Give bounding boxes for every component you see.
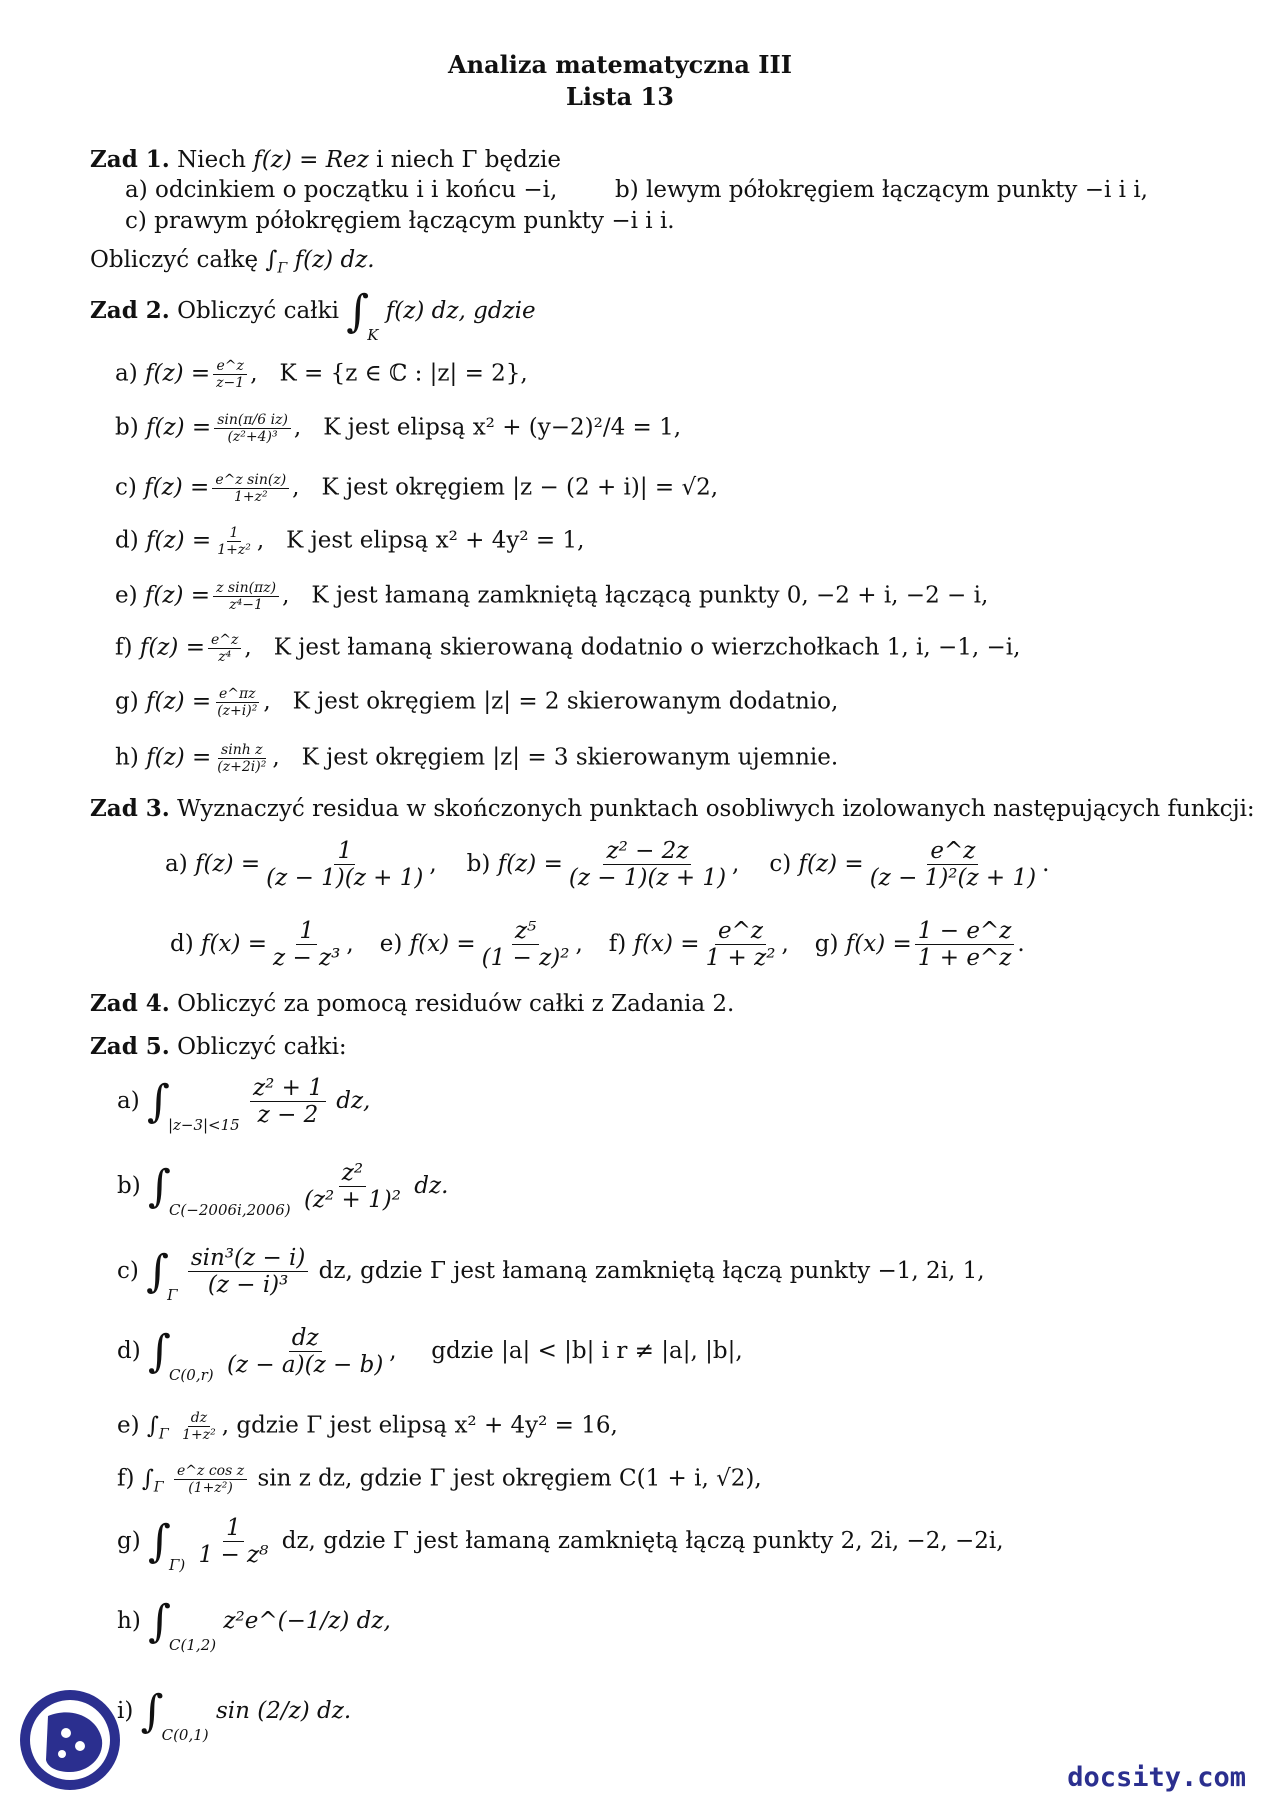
zad5-item-f — [117, 1463, 762, 1496]
residue-item — [379, 918, 583, 972]
zad3-row-2 — [170, 918, 1051, 972]
item-label: c) — [117, 1257, 139, 1284]
numerator: z² − 2z — [606, 838, 689, 864]
item-label: e) — [115, 582, 138, 609]
denominator: 1 − z⁸ — [198, 1542, 269, 1569]
item-label: g) — [814, 930, 839, 957]
numerator: z⁵ — [514, 918, 537, 944]
integral-sign: $\int_\Gamma$ — [141, 1465, 164, 1496]
integral-subscript: C(0,r) — [168, 1365, 214, 1384]
numerator: sin³(z − i) — [190, 1245, 306, 1271]
integral-sign: ∫ — [148, 1160, 171, 1212]
zad5-item-h — [117, 1596, 391, 1654]
item-function: f(z) = — [146, 688, 212, 715]
zad3-label: Zad 3. — [90, 795, 170, 822]
residue-item — [466, 838, 740, 892]
zad1-intro-text: Niech — [177, 147, 246, 173]
integral-sign: ∫ — [147, 1075, 170, 1127]
numerator: e^z — [210, 632, 239, 648]
zad5-label: Zad 5. — [90, 1033, 170, 1060]
item-body: z²e^(−1/z) dz, — [223, 1608, 391, 1634]
item-lhs: f(x) = — [633, 930, 700, 957]
item-label: b) — [115, 414, 139, 441]
zad5-item-c — [117, 1245, 985, 1304]
item-lhs: f(x) = — [201, 930, 268, 957]
denominator: z⁴−1 — [229, 597, 263, 614]
item-function: f(z) = — [146, 527, 212, 554]
denominator: (z − 1)²(z + 1) — [869, 865, 1037, 892]
numerator: dz — [291, 1325, 319, 1351]
numerator: z² — [341, 1160, 364, 1186]
item-end: . — [1042, 850, 1050, 877]
item-desc: K jest łamaną zamkniętą łączącą punkty 0, −2 + i, −2 − i, — [311, 582, 989, 609]
item-rest: dz. — [414, 1172, 449, 1199]
zad1-task-text: Obliczyć całkę — [90, 247, 259, 273]
fraction — [224, 1325, 386, 1379]
integral-sign: ∫ — [140, 1686, 164, 1737]
denominator: 1 + e^z — [917, 945, 1012, 972]
denominator: (z+2i)² — [217, 759, 267, 776]
item-rest: sin z dz, gdzie Γ jest okręgiem C(1 + i, √2), — [257, 1465, 762, 1492]
zad5-intro-text: Obliczyć całki: — [177, 1034, 347, 1060]
item-rest: gdzie |a| < |b| i r ≠ |a|, |b|, — [431, 1337, 743, 1364]
zad5-item-e — [117, 1410, 618, 1443]
item-desc: K jest elipsą x² + 4y² = 1, — [286, 527, 585, 554]
denominator: (z − i)³ — [207, 1272, 289, 1299]
fraction — [270, 918, 343, 972]
item-desc: K jest okręgiem |z − (2 + i)| = √2, — [321, 474, 719, 501]
denominator: 1+z² — [182, 1427, 216, 1444]
numerator: e^πz — [218, 686, 256, 702]
numerator: e^z sin(z) — [215, 472, 287, 488]
item-end: , — [575, 930, 583, 957]
zad2-intro — [90, 286, 536, 344]
zad1-item-c: c) prawym półokręgiem łączącym punkty −i i i. — [125, 208, 675, 234]
denominator: (z²+4)³ — [227, 429, 278, 446]
denominator: z − 2 — [257, 1102, 319, 1129]
denominator: z − z³ — [273, 945, 341, 972]
item-label: g) — [115, 688, 139, 715]
zad2-item: b) f(z) = $\frac{\sin(\pi/6 iz)}{\text{(z²+4)³}}$ , K jest elipsą x² + (y−2)²/4 = 1, — [115, 412, 682, 446]
denominator: (z − a)(z − b) — [226, 1352, 384, 1379]
integral-subscript: C(−2006i,2006) — [168, 1200, 291, 1219]
fraction — [301, 1160, 404, 1214]
zad4-label: Zad 4. — [90, 990, 170, 1017]
fraction — [213, 358, 247, 391]
residue-item — [170, 918, 354, 972]
item-desc: K jest okręgiem |z| = 3 skierowanym ujemnie. — [301, 744, 839, 771]
fraction — [174, 1463, 247, 1496]
residue-item — [814, 918, 1025, 972]
denominator: (z − 1)(z + 1) — [266, 865, 424, 892]
fraction — [196, 1515, 272, 1569]
zad2-label: Zad 2. — [90, 297, 170, 324]
item-label: d) — [115, 527, 139, 554]
integral-sign: ∫ — [148, 1596, 172, 1647]
docsity-logo-icon — [18, 1688, 123, 1793]
integral-sign: ∫ — [146, 1245, 170, 1297]
denominator: (z − 1)(z + 1) — [568, 865, 727, 892]
zad2-intro-integrand: f(z) dz, gdzie — [385, 298, 536, 324]
integral-subscript: C(0,1) — [161, 1726, 209, 1744]
item-desc: K jest okręgiem |z| = 2 skierowanym dodatnio, — [292, 688, 839, 715]
numerator: e^z — [930, 838, 976, 864]
fraction — [214, 525, 254, 558]
residue-item — [769, 838, 1050, 892]
item-rest: , gdzie Γ jest elipsą x² + 4y² = 16, — [221, 1412, 618, 1439]
zad5-item-g — [117, 1515, 1004, 1574]
fraction — [214, 412, 291, 445]
fraction — [208, 632, 241, 665]
numerator: 1 — [229, 525, 239, 541]
integral-sign: $\int_\Gamma$ — [265, 247, 288, 277]
zad1-function: f(z) = Rez — [253, 147, 369, 173]
zad5-intro — [90, 1033, 347, 1062]
denominator: (1+z²) — [188, 1480, 233, 1497]
integral-sign: ∫ — [148, 1325, 171, 1377]
fraction — [214, 742, 269, 775]
item-function: f(z) = — [146, 744, 212, 771]
item-label: h) — [115, 744, 139, 771]
zad1-intro — [90, 146, 561, 175]
item-label: f) — [117, 1465, 135, 1492]
fraction — [179, 1410, 219, 1443]
document-title: Analiza matematyczna III — [448, 50, 792, 79]
zad5-item-b — [117, 1160, 448, 1219]
zad1-task — [90, 247, 375, 278]
fraction — [188, 1245, 309, 1299]
fraction — [263, 838, 426, 892]
zad3-intro-text: Wyznaczyć residua w skończonych punktach osobliwych izolowanych następujących funkcji: — [177, 796, 1255, 822]
item-label: a) — [117, 1087, 140, 1114]
item-desc: K jest elipsą x² + (y−2)²/4 = 1, — [323, 414, 682, 441]
zad2-item: d) f(z) = $\frac{1}{\text{1+z²}}$ , K jest elipsą x² + 4y² = 1, — [115, 525, 585, 559]
item-function: f(z) = — [146, 414, 212, 441]
denominator: (z+i)² — [217, 703, 258, 720]
item-label: a) — [165, 850, 188, 877]
item-end: , — [429, 850, 437, 877]
zad2-item: h) f(z) = $\frac{\text{sinh z}}{\text{(z+2i)²}}$ , K jest okręgiem |z| = 3 skierowanym ujemnie. — [115, 742, 839, 776]
item-rest: dz, gdzie Γ jest łamaną zamkniętą łączą punkty −1, 2i, 1, — [318, 1257, 985, 1284]
item-function: f(z) = — [139, 634, 205, 661]
fraction — [867, 838, 1039, 892]
numerator: 1 — [337, 838, 353, 864]
item-body: sin (2/z) dz. — [215, 1698, 352, 1724]
docsity-watermark: docsity.com — [1067, 1762, 1246, 1793]
item-label: c) — [769, 850, 792, 877]
item-end: , — [732, 850, 740, 877]
item-label: f) — [115, 634, 133, 661]
zad4-text: Obliczyć za pomocą residuów całki z Zadania 2. — [177, 991, 735, 1017]
fraction — [214, 686, 260, 719]
zad4 — [90, 990, 734, 1019]
integral-sign: ∫ — [346, 286, 370, 337]
item-label: b) — [466, 850, 491, 877]
item-label: h) — [117, 1608, 141, 1634]
item-end: , — [781, 930, 789, 957]
item-label: d) — [170, 930, 194, 957]
zad1-item-b: b) lewym półokręgiem łączącym punkty −i i i, — [615, 177, 1148, 203]
denominator: 1 + z² — [705, 945, 776, 972]
item-rest: dz, — [336, 1087, 371, 1114]
zad3-row-1 — [165, 838, 1079, 892]
zad2-int-sub: K — [367, 326, 379, 344]
item-label: e) — [117, 1412, 140, 1439]
item-desc: K jest łamaną skierowaną dodatnio o wierzchołkach 1, i, −1, −i, — [273, 634, 1021, 661]
residue-item — [165, 838, 437, 892]
item-label: g) — [117, 1527, 141, 1554]
zad2-item: c) f(z) = $\frac{\text{e\textasciicircum{}z sin(z)}}{\text{1+z²}}$ , K jest okręgiem |z − (2 + i)| = √2, — [115, 472, 719, 506]
zad1-intro-rest: i niech Γ będzie — [376, 147, 561, 173]
zad5-item-a — [117, 1075, 370, 1134]
item-desc: K = {z ∈ ℂ : |z| = 2}, — [279, 360, 528, 387]
zad2-item: f) f(z) = $\frac{e\^{}z}{\text{z⁴}}$ , K jest łamaną skierowaną dodatnio o wierzchołkach 1, i, −1, −i, — [115, 632, 1021, 666]
item-end: . — [1017, 930, 1025, 957]
integral-sign: ∫ — [148, 1515, 171, 1567]
zad2-item: e) f(z) = $\frac{\text{z sin(πz)}}{\text{z⁴−1}}$ , K jest łamaną zamkniętą łączącą punkty 0, −2 + i, −2 − i, — [115, 580, 989, 614]
denominator: z⁴ — [218, 649, 232, 666]
item-function: f(z) = — [144, 582, 211, 609]
item-label: d) — [117, 1337, 141, 1364]
item-lhs: f(x) = — [845, 930, 912, 957]
denominator: 1+z² — [233, 489, 268, 506]
item-rest: dz, gdzie Γ jest łamaną zamkniętą łączą punkty 2, 2i, −2, −2i, — [281, 1527, 1004, 1554]
fraction — [213, 580, 279, 613]
numerator: dz — [190, 1410, 208, 1426]
fraction — [212, 472, 289, 505]
numerator: e^z — [718, 918, 764, 944]
fraction — [915, 918, 1015, 972]
integral-subscript: Γ) — [168, 1555, 186, 1574]
zad2-item: a) f(z) = $\frac{e\^{}z}{z-1}$ , K = {z ∈ ℂ : |z| = 2}, — [115, 358, 528, 392]
numerator: z sin(πz) — [216, 580, 277, 596]
item-label: a) — [115, 360, 138, 387]
item-label: b) — [117, 1172, 141, 1199]
integral-subscript: |z−3|<15 — [167, 1115, 240, 1134]
residue-item — [608, 918, 789, 972]
integral-subscript: C(1,2) — [169, 1636, 217, 1654]
zad5-item-i — [117, 1686, 352, 1744]
fraction — [250, 1075, 326, 1129]
item-label: i) — [117, 1698, 134, 1724]
item-lhs: f(z) = — [497, 850, 563, 877]
numerator: e^z — [216, 358, 244, 374]
numerator: sin(π/6 iz) — [217, 412, 288, 428]
numerator: 1 — [299, 918, 315, 944]
denominator: (1 − z)² — [481, 945, 570, 972]
integral-sign: $\int_\Gamma$ — [146, 1412, 169, 1443]
item-lhs: f(x) = — [409, 930, 476, 957]
item-label: e) — [379, 930, 403, 957]
numerator: 1 − e^z — [917, 918, 1012, 944]
fraction — [703, 918, 779, 972]
item-end: , — [346, 930, 354, 957]
numerator: z² + 1 — [253, 1075, 323, 1101]
document-subtitle: Lista 13 — [566, 82, 674, 111]
denominator: z−1 — [216, 375, 245, 392]
item-label: f) — [608, 930, 627, 957]
zad1-item-a: a) odcinkiem o początku i i końcu −i, — [125, 177, 558, 203]
numerator: e^z cos z — [177, 1463, 245, 1479]
zad1-label: Zad 1. — [90, 146, 170, 173]
integral-subscript: Γ — [167, 1285, 178, 1304]
item-lhs: f(z) = — [195, 850, 261, 877]
item-function: f(z) = — [145, 360, 211, 387]
denominator: (z² + 1)² — [303, 1187, 401, 1214]
zad2-item: g) f(z) = $\frac{e\^{}\pi z}{\text{(z+i)²}}$ , K jest okręgiem |z| = 2 skierowanym dodatnio, — [115, 686, 839, 720]
zad1-task-integrand: f(z) dz. — [294, 247, 375, 273]
zad2-intro-text: Obliczyć całki — [177, 298, 339, 324]
numerator: sinh z — [221, 742, 263, 758]
zad3-intro — [90, 795, 1255, 824]
denominator: 1+z² — [217, 542, 251, 559]
item-lhs: f(z) = — [798, 850, 864, 877]
numerator: 1 — [226, 1515, 241, 1541]
item-label: c) — [115, 474, 137, 501]
fraction — [566, 838, 729, 892]
zad5-item-d: d) $\int_{C(0,r)}$ $\frac{dz}{(z - a)(z - b)}$ , gdzie |a| < |b| i r ≠ |a|, |b|, — [117, 1325, 743, 1384]
item-function: f(z) = — [144, 474, 210, 501]
fraction — [479, 918, 573, 972]
